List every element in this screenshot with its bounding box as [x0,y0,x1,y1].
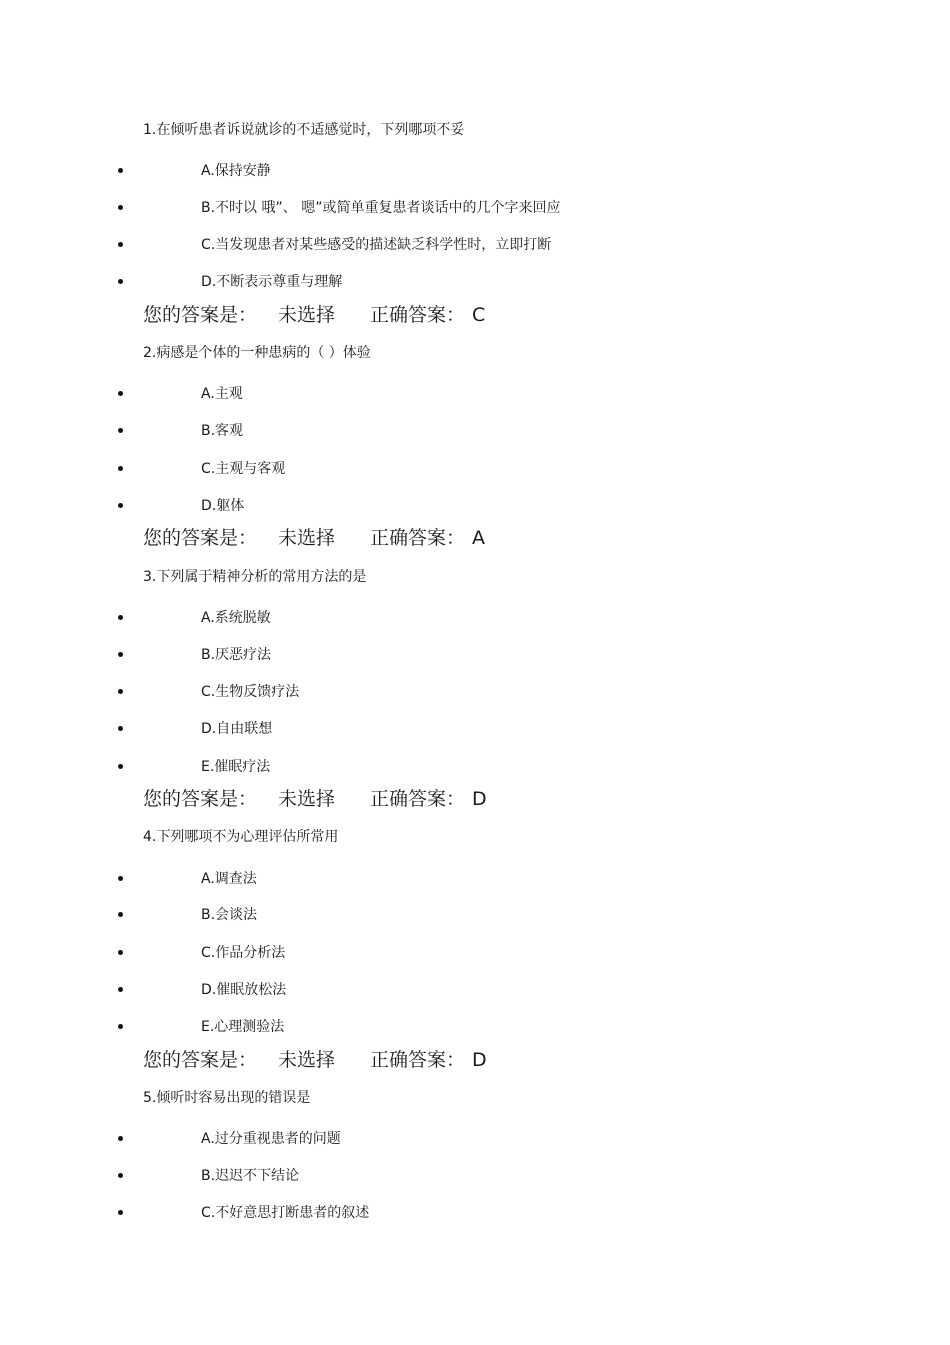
option-text: E.心理测验法 [201,1019,285,1035]
bullet-icon [118,615,123,620]
bullet-icon [118,1173,123,1178]
bullet-icon [118,428,123,433]
option-row [0,272,950,292]
option-row [0,1203,950,1223]
option-row [0,905,950,925]
option-row [0,757,950,777]
option-row [0,384,950,404]
bullet-icon [118,205,123,210]
correct-answer-value: C [472,304,486,326]
correct-answer-value: D [472,788,487,810]
option-row [0,161,950,181]
your-answer-label: 您的答案是： [143,1049,258,1071]
bullet-icon [118,876,123,881]
your-answer-value: 未选择 [278,788,336,810]
option-row [0,1129,950,1149]
option-text: D.自由联想 [201,721,273,737]
bullet-icon [118,689,123,694]
question-title: 2.病感是个体的一种患病的（ ）体验 [143,345,371,361]
your-answer-label: 您的答案是： [143,788,258,810]
correct-answer-label: 正确答案： [370,527,466,549]
bullet-icon [118,726,123,731]
bullet-icon [118,279,123,284]
option-text: D.躯体 [201,498,245,514]
bullet-icon [118,652,123,657]
your-answer-label: 您的答案是： [143,304,258,326]
option-text: B.厌恶疗法 [201,647,272,663]
bullet-icon [118,950,123,955]
option-text: B.迟迟不下结论 [201,1168,300,1184]
option-text: D.催眠放松法 [201,982,287,998]
correct-answer-value: D [472,1049,487,1071]
option-row [0,496,950,516]
option-row [0,645,950,665]
option-text: C.不好意思打断患者的叙述 [201,1205,370,1221]
option-text: B.会谈法 [201,907,258,923]
option-row [0,198,950,218]
option-text: A.调查法 [201,871,257,887]
option-row [0,1017,950,1037]
option-text: A.系统脱敏 [201,610,271,626]
bullet-icon [118,1136,123,1141]
option-row [0,943,950,963]
correct-answer-label: 正确答案： [370,788,466,810]
bullet-icon [118,1210,123,1215]
bullet-icon [118,391,123,396]
bullet-icon [118,466,123,471]
your-answer-value: 未选择 [278,1049,336,1071]
option-row [0,719,950,739]
question-title: 1.在倾听患者诉说就诊的不适感觉时，下列哪项不妥 [143,122,465,138]
bullet-icon [118,168,123,173]
option-row [0,869,950,889]
option-text: A.主观 [201,386,243,402]
bullet-icon [118,912,123,917]
your-answer-value: 未选择 [278,527,336,549]
bullet-icon [118,764,123,769]
question-title: 3.下列属于精神分析的常用方法的是 [143,569,367,585]
your-answer-label: 您的答案是： [143,527,258,549]
correct-answer-label: 正确答案： [370,1049,466,1071]
option-text: A.保持安静 [201,163,271,179]
option-row [0,608,950,628]
correct-answer-label: 正确答案： [370,304,466,326]
option-text: E.催眠疗法 [201,759,271,775]
option-row [0,235,950,255]
correct-answer-value: A [472,527,485,549]
bullet-icon [118,987,123,992]
bullet-icon [118,1024,123,1029]
option-text: C.作品分析法 [201,945,286,961]
option-text: C.生物反馈疗法 [201,684,300,700]
option-row [0,1166,950,1186]
option-row [0,682,950,702]
bullet-icon [118,242,123,247]
option-row [0,421,950,441]
option-text: B.不时以 哦”、 嗯”或简单重复患者谈话中的几个字来回应 [201,200,561,216]
option-text: C.主观与客观 [201,461,286,477]
question-title: 5.倾听时容易出现的错误是 [143,1090,311,1106]
question-title: 4.下列哪项不为心理评估所常用 [143,829,339,845]
your-answer-value: 未选择 [278,304,336,326]
option-text: D.不断表示尊重与理解 [201,274,343,290]
option-row [0,459,950,479]
option-text: B.客观 [201,423,244,439]
option-text: A.过分重视患者的问题 [201,1131,341,1147]
option-text: C.当发现患者对某些感受的描述缺乏科学性时，立即打断 [201,237,552,253]
bullet-icon [118,503,123,508]
option-row [0,980,950,1000]
